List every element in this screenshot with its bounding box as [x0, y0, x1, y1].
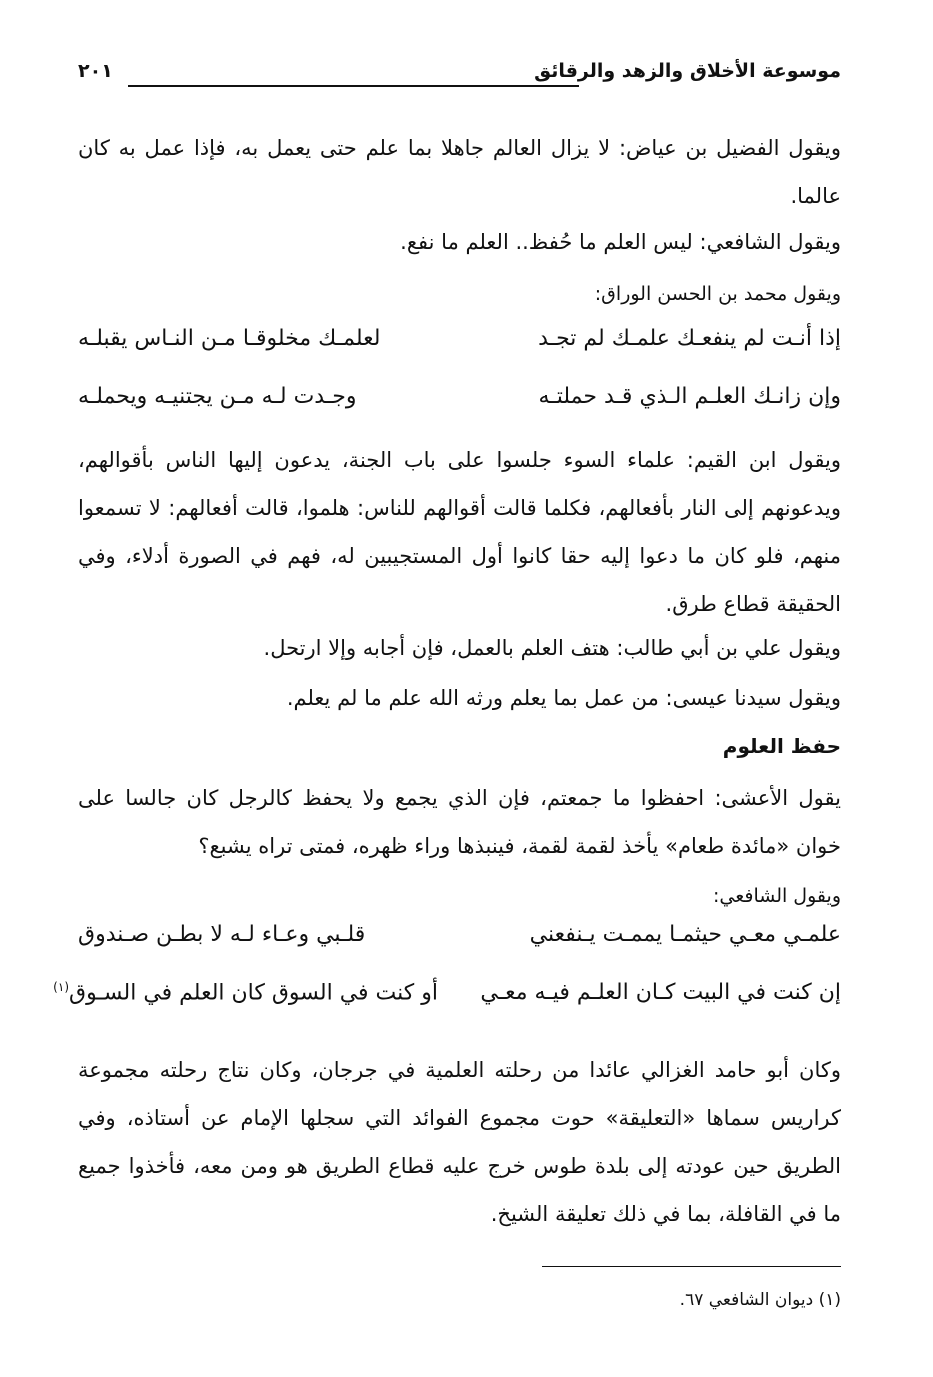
book-title: موسوعة الأخلاق والزهد والرقائق [534, 60, 841, 82]
paragraph-text: يقول الأعشى: احفظوا ما جمعتم، فإن الذي يجمع ولا يحفظ كالرجل كان جالسا على خوان «مائدة طعام» يأخذ لقمة لقمة، فينبذها وراء ظهره، فمتى تراه يشبع؟ [78, 786, 841, 858]
paragraph-text: ويقول ابن القيم: علماء السوء جلسوا على باب الجنة، يدعون إليها الناس بأقوالهم، ويدعونهم إلى النار بأفعالهم، فكلما قالت أقوالهم للناس: هلموا، قالت أفعالهم: لا تسمعوا منهم، فلو كان ما دعوا إليه حقا كانوا أول المستجيبين له، فهم في الصورة أدلاء، وفي الحقيقة قطاع طرق. [78, 448, 841, 616]
page-number: ٢٠١ [78, 60, 113, 82]
poem-intro-warraq [78, 274, 841, 314]
verse-first-hemistich: علمـي معـي حيثمـا يممـت يـنفعني [529, 922, 841, 947]
page-header [78, 58, 841, 98]
poem-verse [78, 384, 841, 428]
verse-second-hemistich: لعلمـك مخلوقـا مـن النـاس يقبلـه [78, 326, 381, 351]
footnote-marker: (١) [53, 980, 69, 994]
verse-second-hemistich: قلـبي وعـاء لـه لا بطـن صـندوق [78, 922, 366, 947]
verse-first-hemistich: إذا أنـت لم ينفعـك علمـك لم تجـد [538, 326, 841, 351]
poem-verse [78, 326, 841, 370]
paragraph-text: ويقول الشافعي: ليس العلم ما حُفظ.. العلم ما نفع. [400, 230, 841, 254]
paragraph-ibn-qayyim [78, 436, 841, 628]
section-heading [78, 734, 841, 758]
verse-second-hemistich: وجـدت لـه مـن يجتنيـه ويحملـه [78, 384, 357, 409]
header-rule [128, 85, 579, 87]
verse-first-hemistich: إن كنت في البيت كـان العلـم فيـه معـي [480, 980, 841, 1005]
paragraph-ali [78, 624, 841, 672]
intro-text: ويقول الشافعي: [712, 885, 841, 907]
paragraph-isa [78, 674, 841, 722]
paragraph-text: وكان أبو حامد الغزالي عائدا من رحلته العلمية في جرجان، وكان نتاج رحلته مجموعة كراريس سماها «التعليقة» حوت مجموع الفوائد التي سجلها الإمام عن أستاذه، وفي الطريق حين عودته إلى بلدة طوس خرج عليه قطاع الطريق هو ومن معه، فأخذوا جميع ما في القافلة، بما في ذلك تعليقة الشيخ. [78, 1058, 841, 1226]
verse-second-hemistich [53, 980, 438, 1006]
paragraph-text: ويقول سيدنا عيسى: من عمل بما يعلم ورثه الله علم ما لم يعلم. [286, 686, 841, 710]
paragraph-text: ويقول الفضيل بن عياض: لا يزال العالم جاهلا بما علم حتى يعمل به، فإذا عمل به كان عالما. [78, 136, 841, 208]
paragraph-fudayl [78, 124, 841, 220]
verse-first-hemistich: وإن زانـك العلـم الـذي قـد حملتـه [538, 384, 841, 409]
footnote: (١) ديوان الشافعي ٦٧. [679, 1290, 841, 1310]
poem-intro-shafii [78, 876, 841, 916]
intro-text: ويقول محمد بن الحسن الوراق: [594, 283, 841, 305]
poem-verse [78, 922, 841, 966]
heading-text: حفظ العلوم [722, 734, 841, 758]
paragraph-ghazali [78, 1046, 841, 1238]
verse-text: أو كنت في السوق كان العلم في السـوق [69, 980, 438, 1006]
footnote-rule [542, 1266, 841, 1267]
paragraph-shafii [78, 218, 841, 266]
paragraph-asha [78, 774, 841, 870]
poem-verse [53, 980, 841, 1024]
paragraph-text: ويقول علي بن أبي طالب: هتف العلم بالعمل، فإن أجابه وإلا ارتحل. [263, 636, 841, 660]
